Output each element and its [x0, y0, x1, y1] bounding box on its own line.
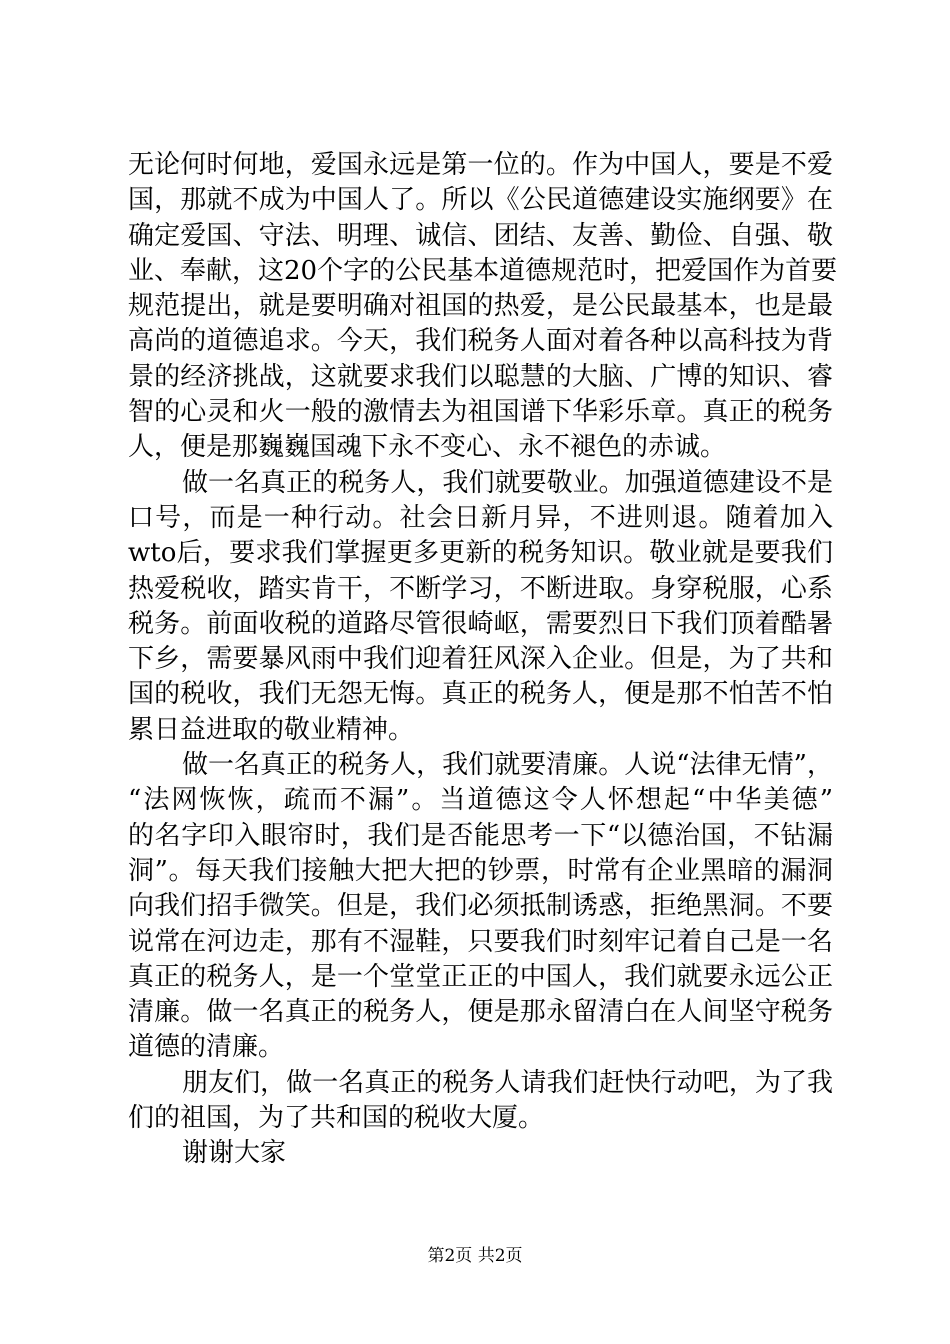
- paragraph-patriotism: [128, 148, 838, 466]
- text-line: 洞”。每天我们接触大把大把的钞票，时常有企业黑暗的漏洞: [128, 855, 833, 886]
- text-line: 说常在河边走，那有不湿鞋，只要我们时刻牢记着自己是一名: [128, 926, 833, 957]
- text-line: 智的心灵和火一般的激情去为祖国谱下华彩乐章。真正的税务: [128, 397, 833, 428]
- text-line: 口号，而是一种行动。社会日新月异，不进则退。随着加入: [128, 502, 833, 533]
- text-line: 确定爱国、守法、明理、诚信、团结、友善、勤俭、自强、敬: [128, 220, 833, 251]
- text-line: 真正的税务人，是一个堂堂正正的中国人，我们就要永远公正: [128, 961, 833, 992]
- text-line: 朋友们，做一名真正的税务人请我们赶快行动吧，为了我: [182, 1067, 833, 1098]
- text-line: 做一名真正的税务人，我们就要清廉。人说“法律无情”，: [182, 750, 833, 781]
- text-line: 道德的清廉。: [128, 1032, 285, 1063]
- text-line: 无论何时何地，爱国永远是第一位的。作为中国人，要是不爱: [128, 150, 833, 180]
- text-line: 高尚的道德追求。今天，我们税务人面对着各种以高科技为背: [128, 326, 833, 357]
- text-line: 们的祖国，为了共和国的税收大厦。: [128, 1103, 545, 1134]
- text-line: 国，那就不成为中国人了。所以《公民道德建设实施纲要》在: [128, 185, 833, 216]
- text-line: 谢谢大家: [182, 1138, 287, 1169]
- text-line: 热爱税收，踏实肯干，不断学习，不断进取。身穿税服，心系: [128, 573, 833, 604]
- text-line: 下乡，需要暴风雨中我们迎着狂风深入企业。但是，为了共和: [128, 644, 833, 675]
- paragraph-closing: [128, 1066, 833, 1137]
- paragraph-integrity: [128, 748, 833, 1066]
- text-line: 做一名真正的税务人，我们就要敬业。加强道德建设不是: [182, 467, 833, 498]
- text-line: 规范提出，就是要明确对祖国的热爱，是公民最基本，也是最: [128, 291, 833, 322]
- text-line: “法网恢恢，疏而不漏”。当道德这令人怀想起“中华美德”: [128, 785, 833, 816]
- paragraph-thanks: [128, 1136, 833, 1171]
- text-line: 国的税收，我们无怨无悔。真正的税务人，便是那不怕苦不怕: [128, 679, 833, 710]
- text-line: wto后，要求我们掌握更多更新的税务知识。敬业就是要我们: [128, 538, 833, 569]
- paragraph-dedication: [128, 466, 833, 748]
- page-number-footer: 第2页 共2页: [427, 1246, 523, 1266]
- text-line: 人，便是那巍巍国魂下永不变心、永不褪色的赤诚。: [128, 432, 727, 463]
- text-line: 清廉。做一名真正的税务人，便是那永留清白在人间坚守税务: [128, 997, 833, 1028]
- text-line: 向我们招手微笑。但是，我们必须抵制诱惑，拒绝黑洞。不要: [128, 891, 833, 922]
- text-line: 景的经济挑战，这就要求我们以聪慧的大脑、广博的知识、睿: [128, 361, 833, 392]
- document-body: [128, 148, 838, 1172]
- text-line: 的名字印入眼帘时，我们是否能思考一下“以德治国，不钻漏: [128, 820, 833, 851]
- text-line: 业、奉献，这20个字的公民基本道德规范时，把爱国作为首要: [128, 255, 838, 286]
- text-line: 累日益进取的敬业精神。: [128, 714, 415, 745]
- text-line: 税务。前面收税的道路尽管很崎岖，需要烈日下我们顶着酷暑: [128, 608, 833, 639]
